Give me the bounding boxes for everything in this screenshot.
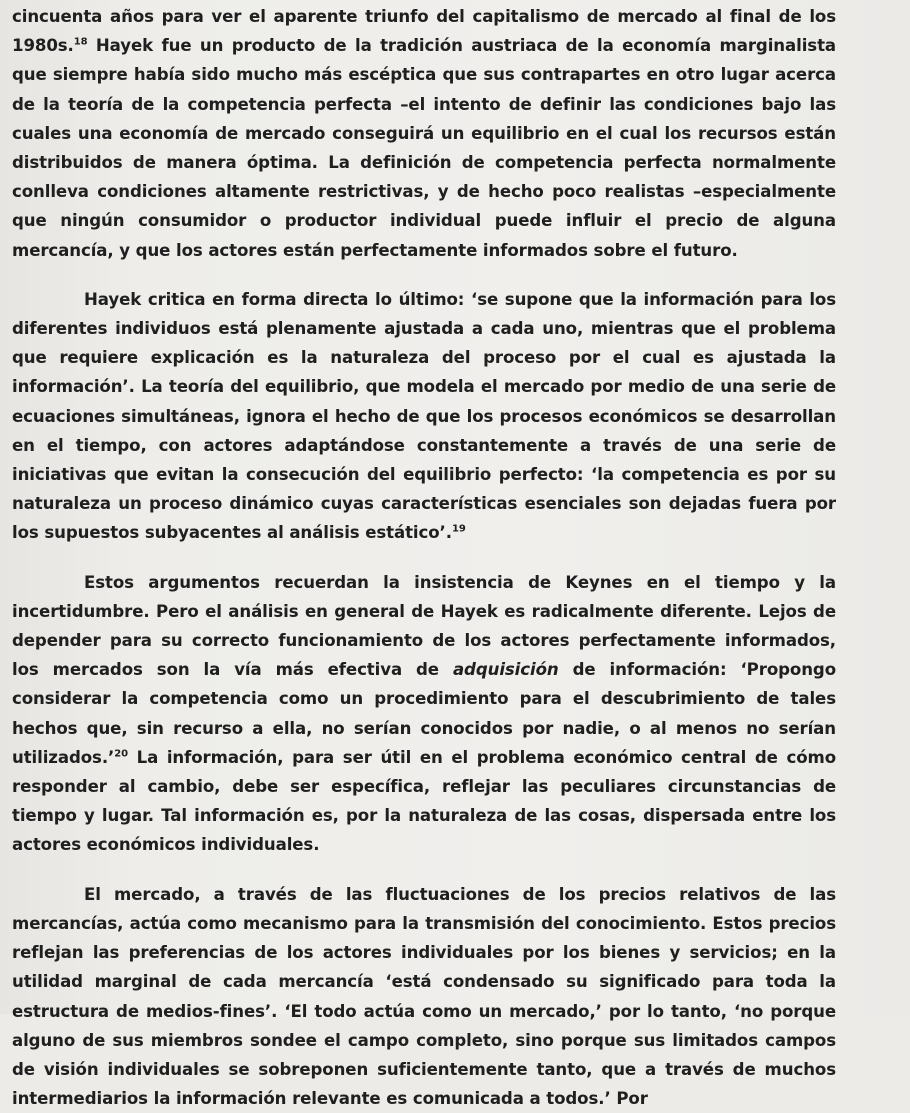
footnote-ref-20: 20: [114, 748, 128, 760]
text-segment: cincuenta años para ver el aparente triunfo del capitalismo de mercado al final de los 1980s.: [12, 7, 836, 56]
paragraph-2: [12, 285, 836, 548]
footnote-ref-18: 18: [73, 36, 88, 48]
footnote-ref-19: 19: [451, 523, 466, 535]
paragraph-1: [12, 2, 836, 265]
paragraph-gap: [12, 548, 836, 568]
paragraph-3: [12, 568, 836, 860]
text-segment: Hayek fue un producto de la tradición austriaca de la economía marginalista que siempre había sido mucho más escéptica que sus contrapartes en otro lugar acerca de la teoría de la competencia perfecta –el intento de definir las condiciones bajo las cuales una economía de mercado conseguirá un equilibrio en el cual los recursos están distribuidos de manera óptima. La definición de competencia perfecta normalmente conlleva condiciones altamente restrictivas, y de hecho poco realistas –especialmente que ningún consumidor o productor individual puede influir el precio de alguna mercancía, y que los actores están perfectamente informados sobre el futuro.: [12, 36, 836, 260]
paragraph-4: [12, 880, 836, 1113]
paragraph-gap: [12, 860, 836, 880]
text-segment: El mercado, a través de las fluctuaciones de los precios relativos de las mercancías, actúa como mecanismo para la transmisión del conocimiento. Estos precios reflejan las preferencias de los actores individuales por los bienes y servicios; en la utilidad marginal de cada mercancía ‘está condensado su significado para toda la estructura de medios-fines’. ‘El todo actúa como un mercado,’ por lo tanto, ‘no porque alguno de sus miembros sondee el campo completo, sino porque sus limitados campos de visión individuales se sobreponen suficientemente tanto, que a través de muchos intermediarios la información relevante es comunicada a todos.’ Por: [12, 884, 836, 1109]
text-segment: La información, para ser útil en el problema económico central de cómo responder al cambio, debe ser específica, reflejar las peculiares circunstancias de tiempo y lugar. Tal información es, por la naturaleza de las cosas, dispersada entre los actores económicos individuales.: [12, 747, 836, 855]
paragraph-gap: [12, 265, 836, 285]
text-segment: de información: ‘Propongo considerar la competencia como un procedimiento para el descubrimiento de tales hechos que, sin recurso a ella, no serían conocidos por nadie, o al menos no serían utilizados.’: [12, 660, 836, 767]
emphasized-text: adquisición: [452, 660, 559, 680]
text-segment: Estos argumentos recuerdan la insistencia de Keynes en el tiempo y la incertidumbre. Pero el análisis en general de Hayek es radicalmente diferente. Lejos de depender para su correcto funcionamiento de los actores perfectamente informados, los mercados son la vía más efectiva de: [12, 572, 836, 680]
text-segment: Hayek critica en forma directa lo último: ‘se supone que la información para los diferentes individuos está plenamente ajustada a cada uno, mientras que el problema que requiere explicación es la naturaleza del proceso por el cual es ajustada la información’. La teoría del equilibrio, que modela el mercado por medio de una serie de ecuaciones simultáneas, ignora el hecho de que los procesos económicos se desarrollan en el tiempo, con actores adaptándose constantemente a través de una serie de iniciativas que evitan la consecución del equilibrio perfecto: ‘la competencia es por su naturaleza un proceso dinámico cuyas características esenciales son dejadas fuera por los supuestos subyacentes al análisis estático’.: [12, 289, 836, 543]
